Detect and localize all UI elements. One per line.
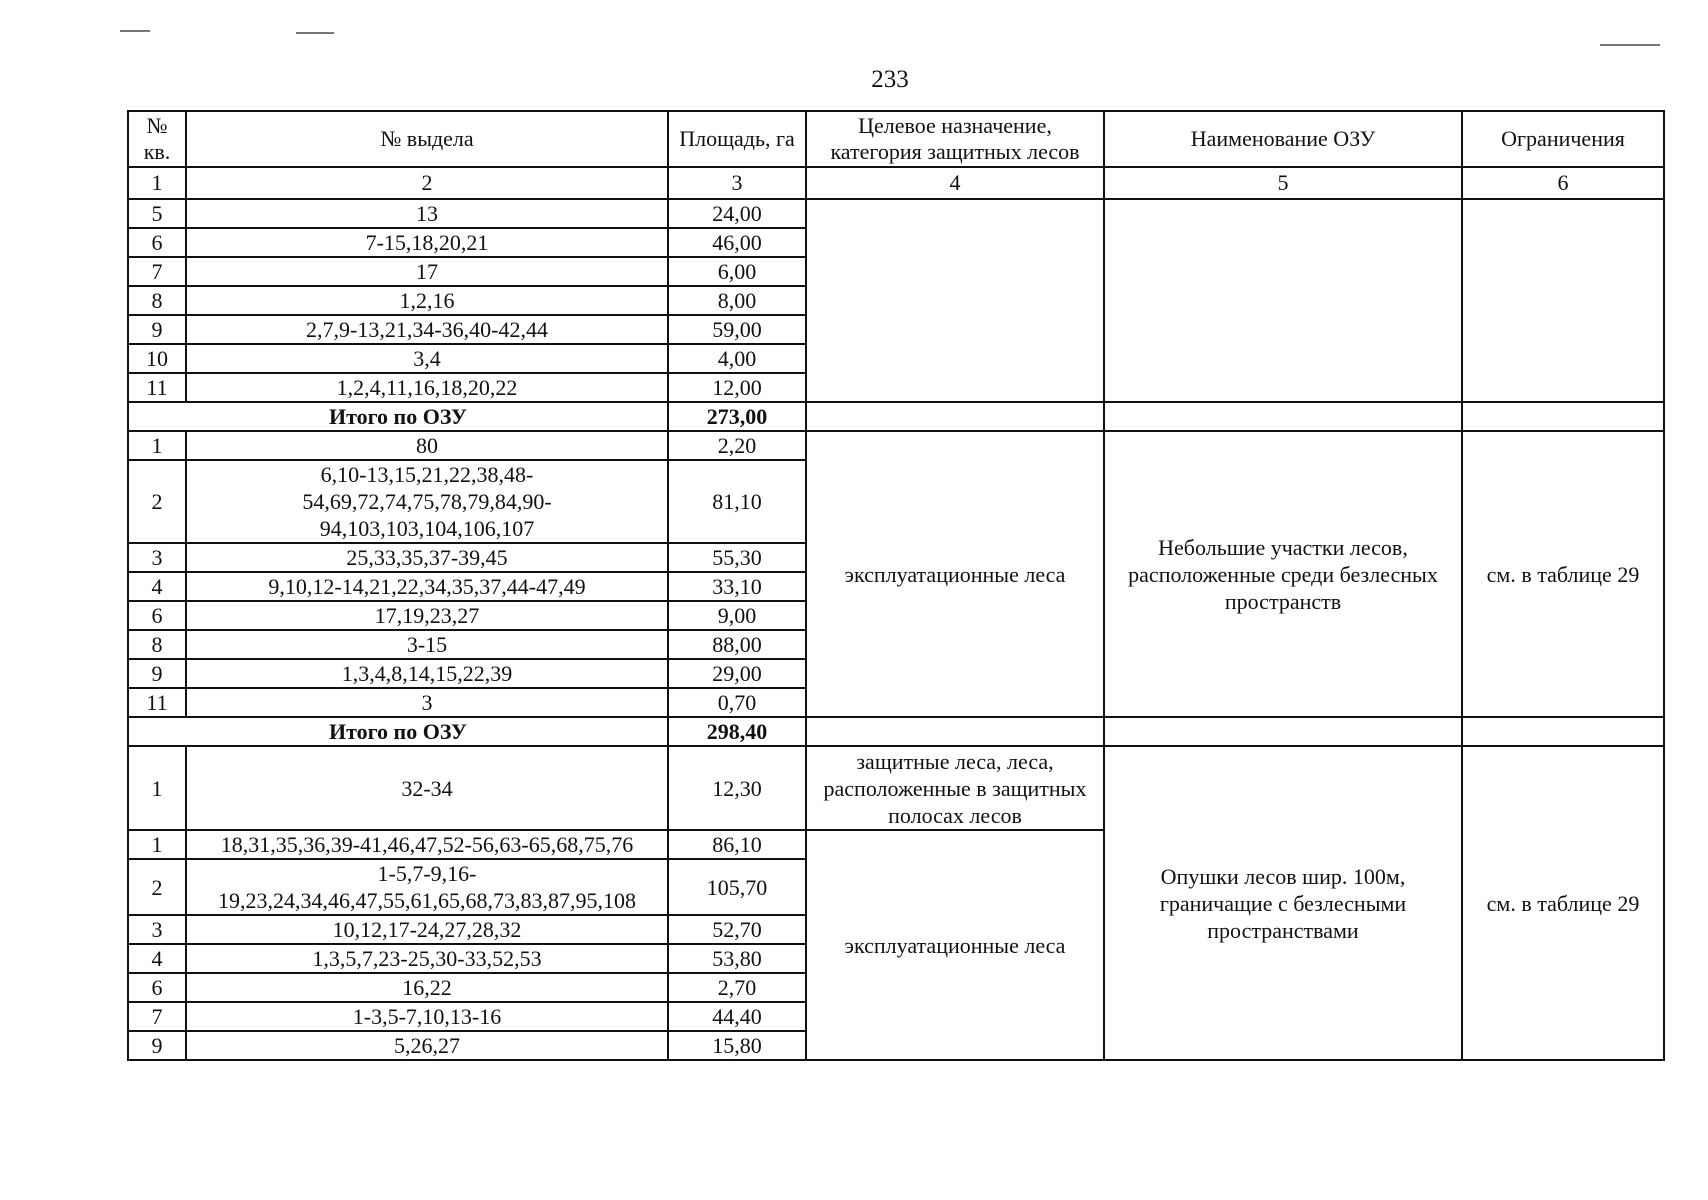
column-number: 2	[186, 167, 668, 199]
area-cell: 2,70	[668, 973, 806, 1002]
kv-cell: 4	[128, 944, 186, 973]
area-cell: 33,10	[668, 572, 806, 601]
kv-cell: 2	[128, 460, 186, 543]
vydel-cell: 1,3,4,8,14,15,22,39	[186, 659, 668, 688]
kv-cell: 8	[128, 630, 186, 659]
ozu-name-cell	[1104, 199, 1462, 402]
column-number: 4	[806, 167, 1104, 199]
vydel-cell: 13	[186, 199, 668, 228]
header-kv: № кв.	[128, 111, 186, 167]
area-cell: 81,10	[668, 460, 806, 543]
purpose-cell: эксплуатационные леса	[806, 431, 1104, 717]
header-restrictions: Ограничения	[1462, 111, 1664, 167]
table-row	[128, 431, 1664, 460]
header-vydel: № выдела	[186, 111, 668, 167]
vydel-cell: 5,26,27	[186, 1031, 668, 1060]
empty-cell	[1104, 717, 1462, 746]
header-ozu-name: Наименование ОЗУ	[1104, 111, 1462, 167]
column-number-row	[128, 167, 1664, 199]
empty-cell	[806, 717, 1104, 746]
area-cell: 4,00	[668, 344, 806, 373]
kv-cell: 1	[128, 431, 186, 460]
vydel-cell: 3-15	[186, 630, 668, 659]
page-number: 233	[871, 66, 909, 93]
table-row	[128, 199, 1664, 228]
kv-cell: 1	[128, 830, 186, 859]
area-cell: 8,00	[668, 286, 806, 315]
vydel-cell: 1,3,5,7,23-25,30-33,52,53	[186, 944, 668, 973]
vydel-cell: 2,7,9-13,21,34-36,40-42,44	[186, 315, 668, 344]
column-number: 3	[668, 167, 806, 199]
area-cell: 2,20	[668, 431, 806, 460]
area-cell: 88,00	[668, 630, 806, 659]
area-cell: 59,00	[668, 315, 806, 344]
kv-cell: 5	[128, 199, 186, 228]
empty-cell	[1462, 717, 1664, 746]
ozu-name-cell: Опушки лесов шир. 100м, граничащие с безлесными пространствами	[1104, 746, 1462, 1060]
kv-cell: 9	[128, 315, 186, 344]
kv-cell: 7	[128, 1002, 186, 1031]
ozu-table	[127, 110, 1665, 1061]
kv-cell: 9	[128, 659, 186, 688]
vydel-cell: 1-5,7-9,16-19,23,24,34,46,47,55,61,65,68,73,83,87,95,108	[186, 859, 668, 915]
column-number: 6	[1462, 167, 1664, 199]
kv-cell: 7	[128, 257, 186, 286]
area-cell: 44,40	[668, 1002, 806, 1031]
vydel-cell: 3	[186, 688, 668, 717]
area-cell: 12,00	[668, 373, 806, 402]
purpose-cell: защитные леса, леса, расположенные в защитных полосах лесов	[806, 746, 1104, 830]
restrictions-cell: см. в таблице 29	[1462, 431, 1664, 717]
total-row	[128, 402, 1664, 431]
table-row	[128, 746, 1664, 830]
vydel-cell: 6,10-13,15,21,22,38,48-54,69,72,74,75,78,79,84,90-94,103,103,104,106,107	[186, 460, 668, 543]
area-cell: 53,80	[668, 944, 806, 973]
area-cell: 29,00	[668, 659, 806, 688]
total-label: Итого по ОЗУ	[128, 717, 668, 746]
header-area: Площадь, га	[668, 111, 806, 167]
area-cell: 46,00	[668, 228, 806, 257]
kv-cell: 8	[128, 286, 186, 315]
total-value: 298,40	[668, 717, 806, 746]
kv-cell: 3	[128, 543, 186, 572]
vydel-cell: 1,2,16	[186, 286, 668, 315]
area-cell: 24,00	[668, 199, 806, 228]
vydel-cell: 9,10,12-14,21,22,34,35,37,44-47,49	[186, 572, 668, 601]
area-cell: 86,10	[668, 830, 806, 859]
scan-artifact-line	[296, 32, 334, 34]
vydel-cell: 25,33,35,37-39,45	[186, 543, 668, 572]
restrictions-cell: см. в таблице 29	[1462, 746, 1664, 1060]
scan-artifact-line	[120, 30, 150, 32]
area-cell: 12,30	[668, 746, 806, 830]
header-purpose: Целевое назначение, категория защитных лесов	[806, 111, 1104, 167]
kv-cell: 11	[128, 688, 186, 717]
purpose-cell: эксплуатационные леса	[806, 830, 1104, 1060]
ozu-name-cell: Небольшие участки лесов, расположенные среди безлесных пространств	[1104, 431, 1462, 717]
area-cell: 0,70	[668, 688, 806, 717]
empty-cell	[806, 402, 1104, 431]
area-cell: 15,80	[668, 1031, 806, 1060]
kv-cell: 6	[128, 228, 186, 257]
area-cell: 55,30	[668, 543, 806, 572]
kv-cell: 2	[128, 859, 186, 915]
vydel-cell: 32-34	[186, 746, 668, 830]
vydel-cell: 1,2,4,11,16,18,20,22	[186, 373, 668, 402]
scan-artifact-line	[1600, 44, 1660, 46]
empty-cell	[1462, 402, 1664, 431]
vydel-cell: 17,19,23,27	[186, 601, 668, 630]
restrictions-cell	[1462, 199, 1664, 402]
vydel-cell: 10,12,17-24,27,28,32	[186, 915, 668, 944]
vydel-cell: 3,4	[186, 344, 668, 373]
total-row	[128, 717, 1664, 746]
kv-cell: 9	[128, 1031, 186, 1060]
vydel-cell: 17	[186, 257, 668, 286]
kv-cell: 3	[128, 915, 186, 944]
column-number: 1	[128, 167, 186, 199]
kv-cell: 6	[128, 601, 186, 630]
empty-cell	[1104, 402, 1462, 431]
header-row	[128, 111, 1664, 167]
area-cell: 105,70	[668, 859, 806, 915]
vydel-cell: 18,31,35,36,39-41,46,47,52-56,63-65,68,75,76	[186, 830, 668, 859]
total-value: 273,00	[668, 402, 806, 431]
total-label: Итого по ОЗУ	[128, 402, 668, 431]
kv-cell: 6	[128, 973, 186, 1002]
kv-cell: 1	[128, 746, 186, 830]
vydel-cell: 1-3,5-7,10,13-16	[186, 1002, 668, 1031]
purpose-cell	[806, 199, 1104, 402]
area-cell: 9,00	[668, 601, 806, 630]
area-cell: 6,00	[668, 257, 806, 286]
kv-cell: 11	[128, 373, 186, 402]
vydel-cell: 16,22	[186, 973, 668, 1002]
kv-cell: 10	[128, 344, 186, 373]
kv-cell: 4	[128, 572, 186, 601]
vydel-cell: 80	[186, 431, 668, 460]
area-cell: 52,70	[668, 915, 806, 944]
column-number: 5	[1104, 167, 1462, 199]
vydel-cell: 7-15,18,20,21	[186, 228, 668, 257]
